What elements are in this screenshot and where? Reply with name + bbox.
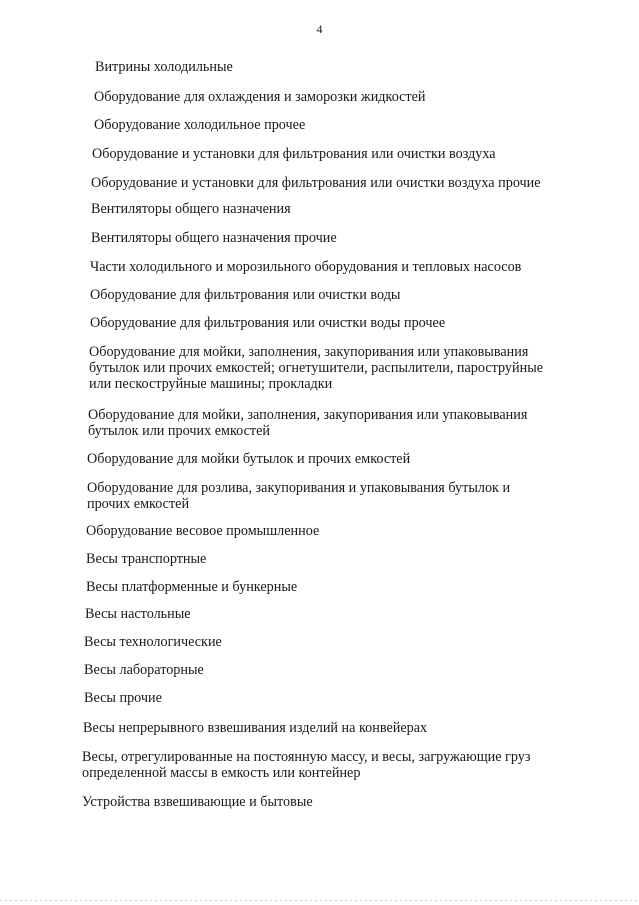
list-item	[82, 794, 313, 810]
list-item	[88, 407, 527, 439]
list-item-text: Оборудование и установки для фильтрования или очистки воздуха прочие	[91, 175, 541, 191]
list-item-text: Оборудование для фильтрования или очистки воды	[90, 287, 401, 303]
list-item-text: Части холодильного и морозильного оборудования и тепловых насосов	[90, 259, 522, 275]
list-item	[86, 579, 297, 595]
list-item-text: определенной массы в емкость или контейнер	[82, 765, 361, 781]
list-item	[94, 89, 426, 105]
list-item-text: прочих емкостей	[87, 496, 190, 512]
list-item-text: Оборудование весовое промышленное	[86, 523, 320, 539]
list-item-text: Оборудование для розлива, закупоривания и упаковывания бутылок и	[87, 480, 511, 496]
list-item	[84, 662, 204, 678]
list-item-text: Оборудование для мойки, заполнения, закупоривания или упаковывания	[88, 407, 528, 423]
list-item-text: Вентиляторы общего назначения прочие	[91, 230, 337, 246]
list-item	[89, 344, 543, 392]
list-item-text: Весы настольные	[85, 606, 191, 622]
list-item	[91, 201, 291, 217]
list-item	[91, 230, 337, 246]
list-item	[90, 259, 521, 275]
list-item-text: Весы технологические	[84, 634, 222, 650]
list-item-text: Весы, отрегулированные на постоянную массу, и весы, загружающие груз	[82, 749, 531, 765]
list-item-text: Витрины холодильные	[95, 59, 233, 75]
list-item-text: Оборудование для мойки бутылок и прочих емкостей	[87, 451, 411, 467]
list-item-text: Весы прочие	[84, 690, 162, 706]
list-item	[92, 146, 496, 162]
list-item-text: Весы непрерывного взвешивания изделий на конвейерах	[83, 720, 428, 736]
scan-edge-divider	[0, 900, 639, 901]
list-item-text: бутылок или прочих емкостей	[88, 423, 270, 439]
list-item-text: Оборудование и установки для фильтрования или очистки воздуха	[92, 146, 496, 162]
list-item	[84, 690, 162, 706]
list-item	[90, 315, 445, 331]
list-item	[86, 551, 206, 567]
list-item	[95, 59, 233, 75]
list-item-text: Оборудование для фильтрования или очистки воды прочее	[90, 315, 446, 331]
list-item	[85, 606, 191, 622]
list-item	[90, 287, 400, 303]
list-item	[94, 117, 305, 133]
list-item-text: бутылок или прочих емкостей; огнетушители, распылители, пароструйные	[89, 360, 544, 376]
list-item-text: Оборудование для охлаждения и заморозки жидкостей	[94, 89, 426, 105]
list-item	[82, 749, 530, 781]
list-item-text: Оборудование для мойки, заполнения, закупоривания или упаковывания	[89, 344, 529, 360]
list-item-text: Весы платформенные и бункерные	[86, 579, 298, 595]
list-item-text: Весы транспортные	[86, 551, 207, 567]
list-item	[87, 480, 510, 512]
list-item-text: Вентиляторы общего назначения	[91, 201, 291, 217]
list-item	[87, 451, 410, 467]
page-number: 4	[316, 22, 323, 36]
list-item	[86, 523, 319, 539]
list-item-text: Оборудование холодильное прочее	[94, 117, 306, 133]
list-item-text: или пескоструйные машины; прокладки	[89, 376, 333, 392]
list-item	[83, 720, 427, 736]
list-item	[84, 634, 222, 650]
list-item	[91, 175, 541, 191]
list-item-text: Устройства взвешивающие и бытовые	[82, 794, 313, 810]
list-item-text: Весы лабораторные	[84, 662, 204, 678]
